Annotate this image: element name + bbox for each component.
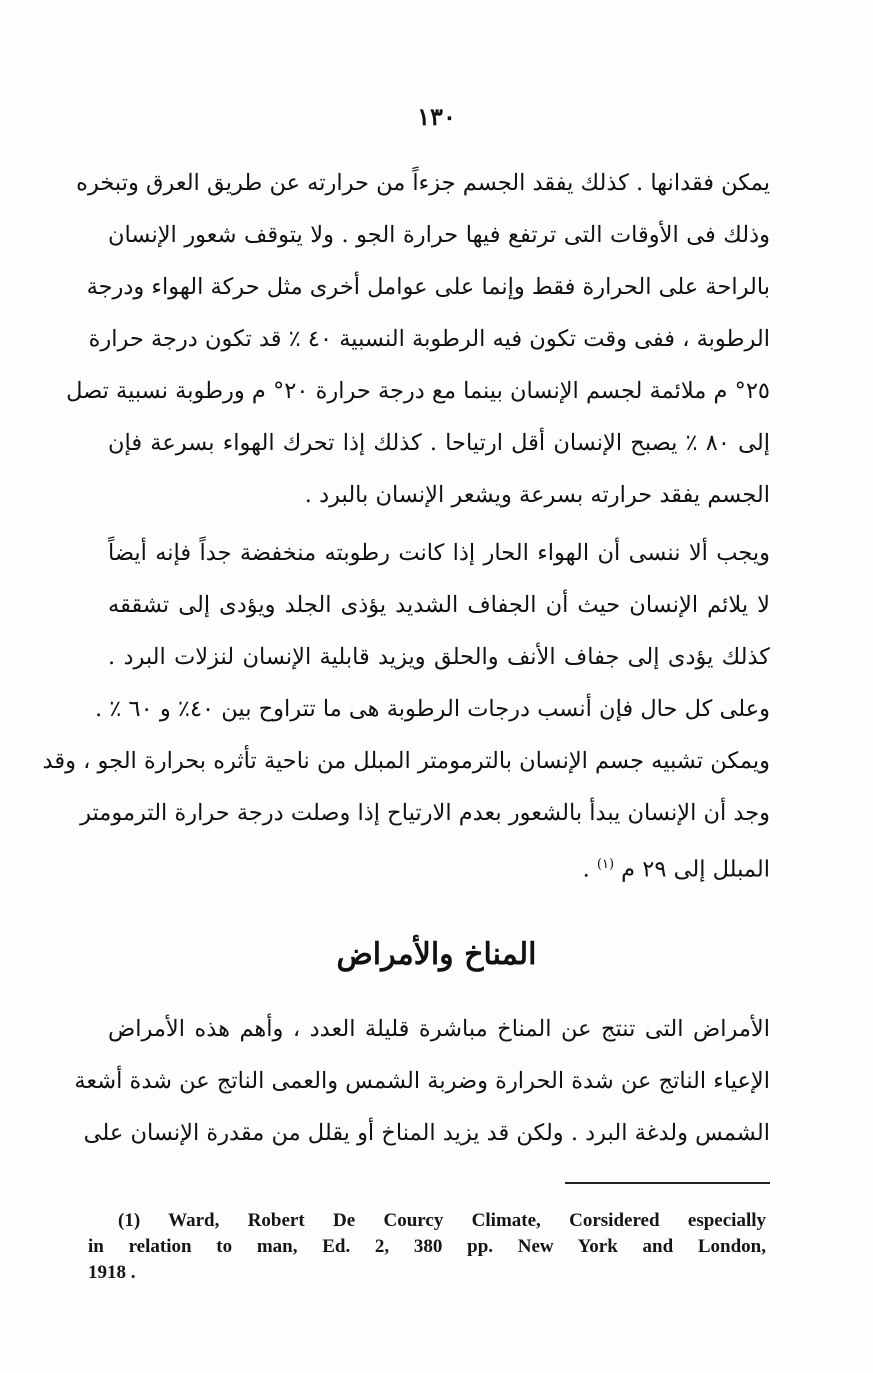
footnote-line: in relation to man, Ed. 2, 380 pp. New York and London, [88,1236,766,1257]
footnote-marker: (١) [596,857,615,872]
text-line [108,839,770,891]
section-heading: المناخ والأمراض [336,937,537,972]
text-line: الإعياء الناتج عن شدة الحرارة وضربة الشمس والعمى الناتج عن شدة أشعة [74,1068,770,1094]
footnote-divider [565,1182,770,1184]
text-line: بالراحة على الحرارة فقط وإنما على عوامل أخرى مثل حركة الهواء ودرجة [86,274,770,300]
page-number: ١٣٠ [417,102,456,131]
footnote-line: (1) Ward, Robert De Courcy Climate, Corsidered especially [118,1210,766,1231]
text-line: وجد أن الإنسان يبدأ بالشعور بعدم الارتياح إذا وصلت درجة حرارة الترمومتر [80,800,770,826]
footnote-line: 1918 . [88,1262,136,1283]
text-line: وعلى كل حال فإن أنسب درجات الرطوبة هى ما تتراوح بين ٤٠٪ و ٦٠ ٪ . [94,696,770,722]
sentence-end: . [582,856,597,883]
footnote [88,1208,766,1286]
paragraph-climate-comfort [66,157,770,521]
text-line: كذلك يؤدى إلى جفاف الأنف والحلق ويزيد قابلية الإنسان لنزلات البرد . [108,644,770,670]
text-line-content: المبلل إلى ٢٩ م [621,856,770,883]
text-line: ويجب ألا ننسى أن الهواء الحار إذا كانت رطوبته منخفضة جداً فإنه أيضاً [108,540,770,566]
text-line: الجسم يفقد حرارته بسرعة ويشعر الإنسان بالبرد . [304,482,770,508]
text-line: وذلك فى الأوقات التى ترتفع فيها حرارة الجو . ولا يتوقف شعور الإنسان [108,222,770,248]
text-line: يمكن فقدانها . كذلك يفقد الجسم جزءاً من حرارته عن طريق العرق وتبخره [76,170,770,196]
text-line: الرطوبة ، ففى وقت تكون فيه الرطوبة النسبية ٤٠ ٪ قد تكون درجة حرارة [88,326,770,352]
paragraph-diseases [74,1003,770,1159]
paragraph-humidity [42,527,770,891]
text-line: الشمس ولدغة البرد . ولكن قد يزيد المناخ أو يقلل من مقدرة الإنسان على [83,1120,770,1146]
text-line: ويمكن تشبيه جسم الإنسان بالترمومتر المبلل من ناحية تأثره بحرارة الجو ، وقد [42,748,770,774]
text-line: الأمراض التى تنتج عن المناخ مباشرة قليلة العدد ، وأهم هذه الأمراض [108,1016,770,1042]
text-line: لا يلائم الإنسان حيث أن الجفاف الشديد يؤذى الجلد ويؤدى إلى تشققه [108,592,770,618]
text-line: إلى ٨٠ ٪ يصبح الإنسان أقل ارتياحا . كذلك إذا تحرك الهواء بسرعة فإن [108,430,770,456]
text-line: ٢٥° م ملائمة لجسم الإنسان بينما مع درجة حرارة ٢٠° م ورطوبة نسبية تصل [66,378,770,404]
